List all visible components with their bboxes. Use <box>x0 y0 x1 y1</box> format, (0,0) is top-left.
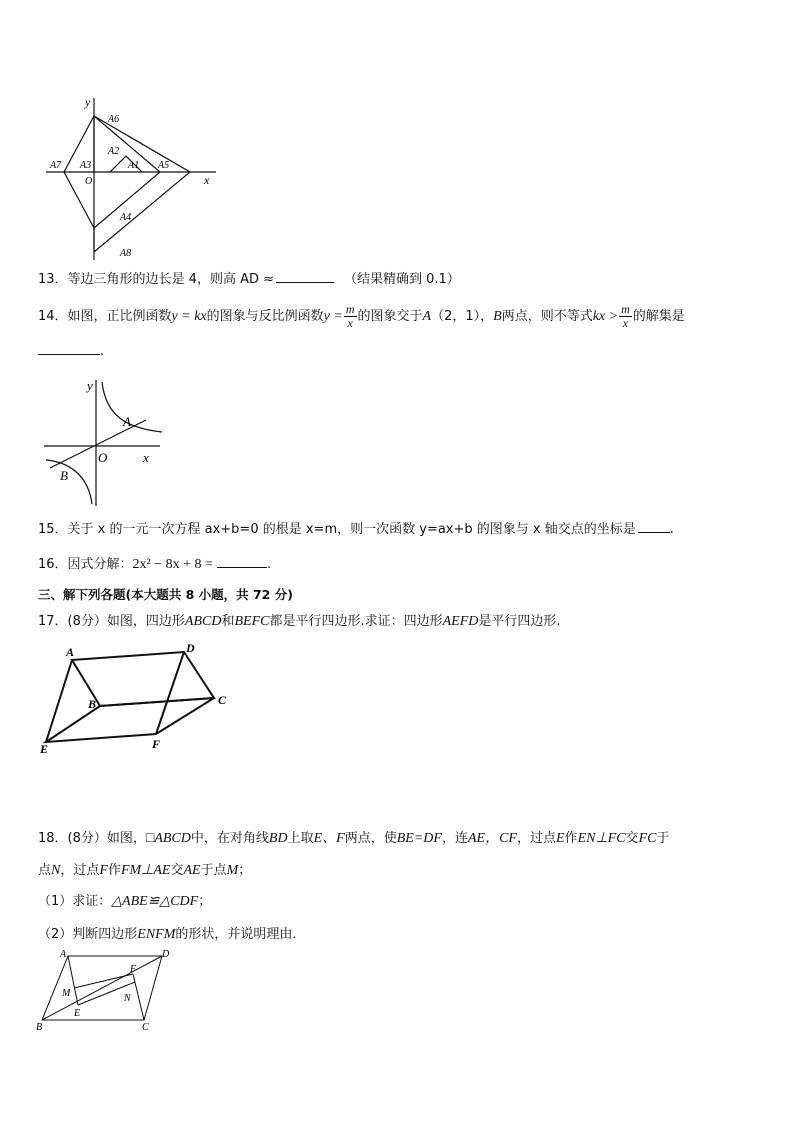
q18-en-fc: EN⊥FC <box>577 831 626 846</box>
q18-text-2i: 于点 <box>200 863 227 878</box>
q18-text-1o: 交 <box>625 831 639 846</box>
q15-text: 15．关于 x 的一元一次方程 ax+b=0 的根是 x=m，则一次函数 y=ax+b 的图象与 x 轴交点的坐标是 <box>38 522 636 537</box>
figure-square-spiral <box>40 92 230 262</box>
segment-cf <box>133 974 144 1020</box>
q14-text-5: 的解集是 <box>632 309 685 324</box>
q17-text-4: 是平行四边形. <box>478 614 561 629</box>
q18-text-2e: 作 <box>107 863 121 878</box>
q18-text-1m: 作 <box>564 831 578 846</box>
q18-part2-text: （2）判断四边形 <box>38 927 138 942</box>
question-18-part-2 <box>38 926 305 944</box>
point-label-a5: A5 <box>158 160 170 171</box>
q16-end: . <box>266 557 272 572</box>
q14-point-a: A <box>422 309 432 324</box>
q16-text: 16．因式分解： <box>38 557 133 572</box>
point-e-label: E <box>74 1008 81 1019</box>
q18-text-1i: ，连 <box>441 831 468 846</box>
q18-text-1g: 两点，使 <box>344 831 397 846</box>
q18-ae: AE <box>183 863 201 878</box>
q13-tail: （结果精确到 0.1） <box>344 272 460 287</box>
figure-18-parallelogram <box>34 948 180 1034</box>
point-f-label: F <box>130 964 137 975</box>
q17-befc: BEFC <box>234 614 270 629</box>
q17-aefd: AEFD <box>442 614 479 629</box>
q18-e: E <box>555 831 565 846</box>
question-14-answer <box>38 342 104 361</box>
point-label-a7: A7 <box>50 160 62 171</box>
q18-f: F <box>99 863 108 878</box>
point-n-label: N <box>124 993 131 1004</box>
question-17 <box>38 613 561 631</box>
point-label-a4: A4 <box>120 212 132 223</box>
origin-label: O <box>98 450 108 465</box>
q14-eq-linear: y = kx <box>171 309 207 324</box>
q18-fc: FC <box>638 831 657 846</box>
question-14 <box>38 303 685 330</box>
y-axis-label: y <box>87 378 93 393</box>
q18-text-1e: 上取 <box>287 831 314 846</box>
point-a-label: A <box>123 414 131 429</box>
point-label-a3: A3 <box>80 160 92 171</box>
point-b-label: B <box>60 468 68 483</box>
y-axis-label: y <box>85 95 91 109</box>
q17-text-3: 都是平行四边形.求证：四边形 <box>269 614 443 629</box>
question-18-line-2 <box>38 862 251 880</box>
q18-n: N <box>51 863 61 878</box>
q18-m: M <box>226 863 239 878</box>
q16-expression: 2x² − 8x + 8 = <box>132 557 213 572</box>
q18-text-2k: ； <box>238 863 252 878</box>
q14-text-4: 两点，则不等式 <box>501 309 593 324</box>
q14-end: . <box>100 344 105 359</box>
q18-enfm: ENFM <box>137 927 176 942</box>
q18-abcd: □ABCD <box>145 831 191 846</box>
q18-text-1a: 18．(8分）如图， <box>38 831 146 846</box>
q18-text-2g: 交 <box>170 863 184 878</box>
q18-bd: BD <box>268 831 288 846</box>
q15-answer-blank[interactable] <box>638 520 670 533</box>
question-18-line-1 <box>38 830 669 848</box>
vertex-f-label: F <box>152 737 161 751</box>
q14-text-1: 14．如图，正比例函数 <box>38 309 172 324</box>
vertex-b-label: B <box>36 1022 43 1033</box>
x-axis-label: x <box>204 173 210 187</box>
q14-answer-blank[interactable] <box>38 342 100 355</box>
figure-14-graph <box>40 376 170 508</box>
q18-text-2a: 点 <box>38 863 52 878</box>
x-axis-label: x <box>143 450 149 465</box>
point-label-a2: A2 <box>108 146 120 157</box>
point-label-a1: A1 <box>128 160 140 171</box>
vertex-b-label: B <box>88 697 97 711</box>
point-m-label: M <box>62 988 71 999</box>
hyperbola-branch-1 <box>102 382 162 432</box>
figure-17-parallelograms <box>34 642 239 754</box>
vertex-d-label: D <box>186 642 195 655</box>
q18-ef: E、F <box>313 831 345 846</box>
q14-inequality: kx > <box>592 309 619 324</box>
vertex-d-label: D <box>162 949 170 960</box>
q14-point-b: B <box>493 309 502 324</box>
origin-label: O <box>85 176 93 187</box>
q18-text-1c: 中，在对角线 <box>190 831 269 846</box>
q18-text-2c: ，过点 <box>60 863 100 878</box>
question-16 <box>38 555 271 574</box>
q18-be-df: BE=DF <box>396 831 442 846</box>
question-18-part-1 <box>38 893 211 911</box>
vertex-c-label: C <box>142 1022 149 1033</box>
q13-text: 13．等边三角形的边长是 4，则高 AD ≈ <box>38 272 275 287</box>
vertex-a-label: A <box>60 949 67 960</box>
q15-end: . <box>669 522 674 537</box>
q17-abcd: ABCD <box>184 614 222 629</box>
q13-answer-blank[interactable] <box>276 270 334 283</box>
question-15 <box>38 520 674 539</box>
q16-answer-blank[interactable] <box>217 555 267 568</box>
parallelogram-befc <box>46 698 214 742</box>
q14-text-2: 的图象与反比例函数 <box>206 309 324 324</box>
vertex-a-label: A <box>66 645 75 659</box>
vertex-c-label: C <box>218 693 227 707</box>
diagonal-bd <box>42 956 162 1020</box>
q18-ae-cf: AE，CF <box>467 831 517 846</box>
q14-text-3: 的图象交于 <box>357 309 423 324</box>
q18-fm-ae: FM⊥AE <box>120 863 171 878</box>
section-3-title: 三、解下列各题(本大题共 8 小题，共 72 分) <box>38 587 293 602</box>
q14-fraction-2: $\frac{m}{x}$ <box>621 302 630 330</box>
q14-coord-a: （2，1）， <box>431 309 494 324</box>
point-label-a6: A6 <box>108 114 120 125</box>
q18-text-1k: ，过点 <box>516 831 556 846</box>
question-13 <box>38 270 460 289</box>
q18-congruence: △ABE≌△CDF <box>111 894 199 909</box>
q18-part1-end: ； <box>198 894 212 909</box>
q17-text-2: 和 <box>221 614 235 629</box>
q18-part2-end: 的形状，并说明理由． <box>175 927 306 942</box>
q18-part1-text: （1）求证： <box>38 894 112 909</box>
q14-fraction-1: $\frac{m}{x}$ <box>345 302 355 330</box>
q18-text-1q: 于 <box>656 831 670 846</box>
q14-eq-inverse: y = <box>323 309 343 324</box>
point-label-a8: A8 <box>120 248 132 259</box>
q17-text-1: 17．(8分）如图，四边形 <box>38 614 185 629</box>
vertex-e-label: E <box>40 742 49 754</box>
